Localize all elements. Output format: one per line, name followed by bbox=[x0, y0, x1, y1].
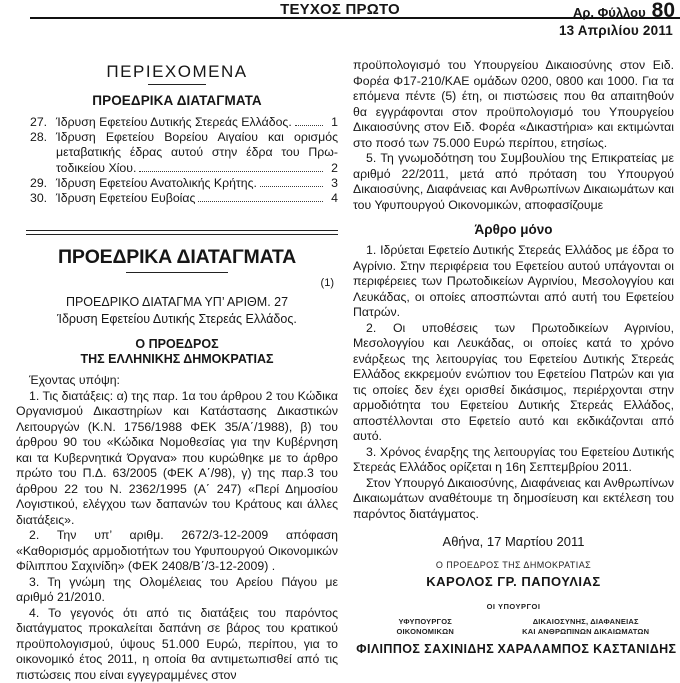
toc-entry-text: Ίδρυση Εφετείου Βορείου Αιγαίου και ορισμός bbox=[56, 130, 338, 145]
issuer-line-2: ΤΗΣ ΕΛΛΗΝΙΚΗΣ ΔΗΜΟΚΡΑΤΙΑΣ bbox=[80, 351, 274, 366]
toc-entry-page: 1 bbox=[331, 115, 338, 129]
president-label: Ο ΠΡΟΕΔΡΟΣ ΤΗΣ ΔΗΜΟΚΡΑΤΙΑΣ bbox=[435, 560, 592, 570]
toc-entry-number: 27. bbox=[30, 115, 48, 129]
toc-entry-27 bbox=[26, 115, 338, 130]
issue-label: ΤΕΥΧΟΣ ΠΡΩΤΟ bbox=[280, 1, 400, 18]
issue-date: 13 Απριλίου 2011 bbox=[558, 23, 673, 38]
decree-sequence-marker: (1) bbox=[320, 277, 334, 290]
paragraph: 4. Το γεγονός ότι από τις διατάξεις του παρόντος διατάγματος προκαλείται δαπάνη σε βάρος του κρατικού προϋπολογισμού, ύψους 51.000 Ευρώ, περίπου, για το οικονομικό έτος 2011, η οποία θα αντιμετωπισθεί από τις πιστώσεις που είναι εγγεγραμμένες στον bbox=[16, 605, 338, 682]
table-of-contents bbox=[26, 115, 338, 206]
dot-leader bbox=[260, 186, 323, 187]
president-name: ΚΑΡΟΛΟΣ ΓΡ. ΠΑΠΟΥΛΙΑΣ bbox=[426, 574, 601, 589]
decree-number-line: ΠΡΟΕΔΡΙΚΟ ΔΙΑΤΑΓΜΑ ΥΠ’ ΑΡΙΘΜ. 27 bbox=[65, 295, 289, 310]
paragraph: 3. Τη γνώμη της Ολομέλειας του Αρείου Πάγου με αριθμό 21/2010. bbox=[16, 574, 338, 605]
minister-block-finance bbox=[353, 617, 497, 656]
paragraph: 2. Οι υποθέσεις των Πρωτοδικείων Αγρινίου, Μεσολογγίου και Λευκάδας, οι οποίες κατά το χρόνο ενάρξεως της λειτουργίας του Εφετείου Δυτικής Στερεάς Ελλάδος εκκρεμούν ενώπιον του Εφετείου Πατρών και για τις οποίες δεν έχει ορισθεί δικάσιμος, περιέρχονται στην αρμοδιότητα του Εφετείου Δυτικής Στερεάς Ελλάδος, αποστέλλονται στο Εφετείο αυτό και εκδικάζονται από αυτό. bbox=[353, 320, 674, 443]
ministers-label: ΟΙ ΥΠΟΥΡΓΟΙ bbox=[486, 602, 541, 611]
paragraph: 2. Την υπ’ αριθμ. 2672/3-12-2009 απόφαση «Καθορισμός αρμοδιοτήτων του Υφυπουργού Οικονομικών Φίλιππου Σαχινίδη» (ΦΕΚ 2408/Β΄/3-12-2009) . bbox=[16, 528, 338, 574]
toc-entry-text: μεταβατικής έδρας αυτού στην έδρα του Πρω- bbox=[56, 145, 338, 160]
toc-entry-text: Ίδρυση Εφετείου Ευβοίας bbox=[56, 191, 196, 206]
toc-entry-number: 29. bbox=[30, 175, 48, 190]
paragraph: Έχοντας υπόψη: bbox=[29, 373, 120, 388]
minister-title-line: ΚΑΙ ΑΝΘΡΩΠΙΝΩΝ ΔΙΚΑΙΩΜΑΤΩΝ bbox=[522, 626, 650, 636]
minister-title-line: ΟΙΚΟΝΟΜΙΚΩΝ bbox=[396, 626, 454, 636]
decree-preamble-continued bbox=[353, 58, 674, 213]
dot-leader bbox=[139, 171, 323, 172]
contents-title-underline bbox=[148, 84, 206, 85]
toc-entry-28 bbox=[26, 130, 338, 176]
article-heading: Άρθρο μόνο bbox=[474, 222, 553, 237]
sheet-number-block bbox=[573, 0, 675, 21]
two-column-layout bbox=[0, 58, 680, 683]
minister-title-line: ΔΙΚΑΙΟΣΥΝΗΣ, ΔΙΑΦΑΝΕΙΑΣ bbox=[532, 617, 639, 626]
decrees-heading-underline bbox=[126, 272, 228, 273]
decree-preamble bbox=[16, 373, 338, 683]
toc-entry-page: 3 bbox=[331, 175, 338, 190]
dot-leader bbox=[295, 125, 323, 126]
decree-issuer bbox=[16, 337, 338, 366]
toc-entry-number: 28. bbox=[30, 130, 48, 145]
ministers-signature-row bbox=[353, 617, 677, 656]
masthead bbox=[0, 0, 680, 22]
minister-name: ΦΙΛΙΠΠΟΣ ΣΑΧΙΝΙΔΗΣ bbox=[356, 642, 495, 656]
minister-title bbox=[497, 617, 674, 636]
minister-title bbox=[353, 617, 497, 636]
place-and-date: Αθήνα, 17 Μαρτίου 2011 bbox=[442, 534, 585, 549]
minister-title-line: ΥΦΥΠΟΥΡΓΟΣ bbox=[398, 617, 452, 626]
minister-block-justice bbox=[497, 617, 677, 656]
paragraph: προϋπολογισμό του Υπουργείου Δικαιοσύνης στον Ειδ. Φορέα Φ17-210/ΚΑΕ ομάδων 0200, 0800 και 1000. Για τα επόμενα πέντε (5) έτη, οι πιστώσεις που θα απαιτηθούν θα εγγράφονται στον προϋπολογισμό του Υπουργείου Δικαιοσύνης στον Ειδ. Φορέα «Δικαστήρια» και εκτιμώνται στο ποσό των 75.000 Ευρώ περίπου, ετησίως. bbox=[353, 58, 674, 150]
toc-entry-page: 4 bbox=[331, 191, 338, 206]
paragraph: 3. Χρόνος έναρξης της λειτουργίας του Εφετείου Δυτικής Στερεάς Ελλάδος ορίζεται η 16η Σεπτεμβρίου 2011. bbox=[353, 444, 674, 474]
toc-entry-text: τοδικείου Χίου. bbox=[56, 160, 137, 175]
toc-entry-text: Ίδρυση Εφετείου Ανατολικής Κρήτης. bbox=[56, 175, 257, 190]
issuer-line-1: Ο ΠΡΟΕΔΡΟΣ bbox=[135, 337, 219, 352]
dot-leader bbox=[198, 201, 323, 202]
minister-name: ΧΑΡΑΛΑΜΠΟΣ ΚΑΣΤΑΝΙΔΗΣ bbox=[497, 642, 677, 656]
paragraph: Στον Υπουργό Δικαιοσύνης, Διαφάνειας και Ανθρωπίνων Δικαιωμάτων αναθέτουμε τη δημοσίευση και εκτέλεση του παρόντος διατάγματος. bbox=[353, 475, 674, 521]
section-divider bbox=[26, 230, 338, 235]
toc-entry-text: Ίδρυση Εφετείου Δυτικής Στερεάς Ελλάδος. bbox=[56, 115, 292, 129]
right-column bbox=[353, 58, 677, 683]
toc-entry-29 bbox=[26, 176, 338, 191]
toc-entry-page: 2 bbox=[331, 160, 338, 175]
article-body bbox=[353, 243, 674, 522]
decrees-section-heading: ΠΡΟΕΔΡΙΚΑ ΔΙΑΤΑΓΜΑΤΑ bbox=[58, 246, 296, 269]
decree-title: Ίδρυση Εφετείου Δυτικής Στερεάς Ελλάδος. bbox=[57, 312, 297, 327]
sheet-number-value: 80 bbox=[651, 0, 675, 22]
left-column bbox=[16, 58, 338, 683]
toc-entry-number: 30. bbox=[30, 191, 48, 206]
paragraph: 1. Ιδρύεται Εφετείο Δυτικής Στερεάς Ελλάδος με έδρα το Αγρίνιο. Στην περιφέρεια του Εφετείου αυτού υπάγονται οι περιφέρειες των Πρωτοδικείων Αγρινίου, Μεσολογγίου και Λευκάδας, οι οποίες αποσπώνται από αυτή του Εφετείου Πατρών. bbox=[353, 243, 674, 319]
sheet-number-label: Αρ. Φύλλου bbox=[572, 5, 646, 20]
contents-title: ΠΕΡΙΕΧΟΜΕΝΑ bbox=[106, 62, 248, 81]
contents-section-heading: ΠΡΟΕΔΡΙΚΑ ΔΙΑΤΑΓΜΑΤΑ bbox=[92, 93, 262, 108]
paragraph: 5. Τη γνωμοδότηση του Συμβουλίου της Επικρατείας με αριθμό 22/2011, μετά από πρόταση του Υπουργού Δικαιοσύνης, Διαφάνειας και Ανθρωπίνων Δικαιωμάτων και του Υφυπουργού Οικονομικών, αποφασίζουμε bbox=[353, 151, 674, 212]
toc-entry-30 bbox=[26, 191, 338, 206]
paragraph: 1. Τις διατάξεις: α) της παρ. 1α του άρθρου 2 του Κώδικα Οργανισμού Δικαστηρίων και Κατάστασης Δικαστικών Λειτουργών (Κ.Ν. 1756/1988 ΦΕΚ 35/Α΄/1988), β) του άρθρου 90 του «Κώδικα Νομοθεσίας για την Κυβέρνηση και τα Κυβερνητικά Όργανα» που κυρώθηκε με το άρθρο πρώτο του Π.Δ. 63/2005 (ΦΕΚ Α΄/98), γ) της παρ.3 του άρθρου 22 του Ν. 2362/1995 (Α΄ 247) «Περί Δημοσίου Λογιστικού, ελέγχου των δαπανών του Κράτους και άλλες διατάξεις». bbox=[16, 388, 338, 527]
